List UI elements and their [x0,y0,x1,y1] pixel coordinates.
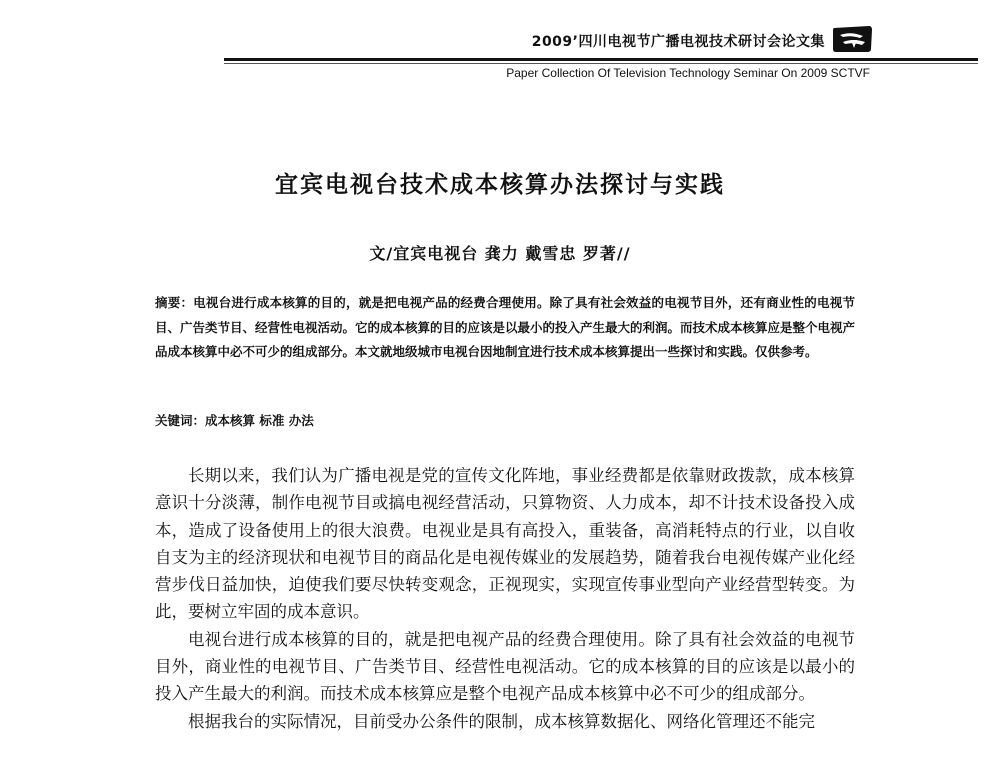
abstract-label: 摘要： [155,295,194,310]
body-text [155,462,855,735]
abstract-text: 电视台进行成本核算的目的，就是把电视产品的经费合理使用。除了具有社会效益的电视节目外，还有商业性的电视节目、广告类节目、经营性电视活动。它的成本核算的目的应该是以最小的投入产生最大的利润。而技术成本核算应是整个电视产品成本核算中必不可少的组成部分。本文就地级城市电视台因地制宜进行技术成本核算提出一些探讨和实践。仅供参考。 [155,295,856,359]
keywords [155,409,855,433]
body-paragraph: 长期以来，我们认为广播电视是党的宣传文化阵地，事业经费都是依靠财政拨款，成本核算意识十分淡薄，制作电视节目或搞电视经营活动，只算物资、人力成本，却不计技术设备投入成本，造成了设备使用上的很大浪费。电视业是具有高投入，重装备，高消耗特点的行业，以自收自支为主的经济现状和电视节目的商品化是电视传媒业的发展趋势，随着我台电视传媒产业化经营步伐日益加快，迫使我们要尽快转变观念，正视现实，实现宣传事业型向产业经营型转变。为此，要树立牢固的成本意识。 [155,466,855,622]
journal-title-chinese: 2009’四川电视节广播电视技术研讨会论文集 [531,34,825,50]
body-paragraph: 根据我台的实际情况，目前受办公条件的限制，成本核算数据化、网络化管理还不能完 [188,711,815,731]
header-rule-thin [224,63,978,64]
journal-title-english: Paper Collection Of Television Technology Seminar On 2009 SCTVF [506,66,870,80]
article-authors: 文/宜宾电视台 龚力 戴雪忠 罗著// [369,244,631,263]
keywords-label: 关键词： [155,413,206,428]
abstract [155,291,855,365]
tv-festival-logo-icon [831,24,873,54]
article-title: 宜宾电视台技术成本核算办法探讨与实践 [275,172,725,198]
body-paragraph: 电视台进行成本核算的目的，就是把电视产品的经费合理使用。除了具有社会效益的电视节目外，商业性的电视节目、广告类节目、经营性电视活动。它的成本核算的目的应该是以最小的投入产生最大的利润。而技术成本核算应是整个电视产品成本核算中必不可少的组成部分。 [155,629,855,704]
keywords-text: 成本核算 标准 办法 [205,413,314,428]
header-rule [224,58,978,61]
